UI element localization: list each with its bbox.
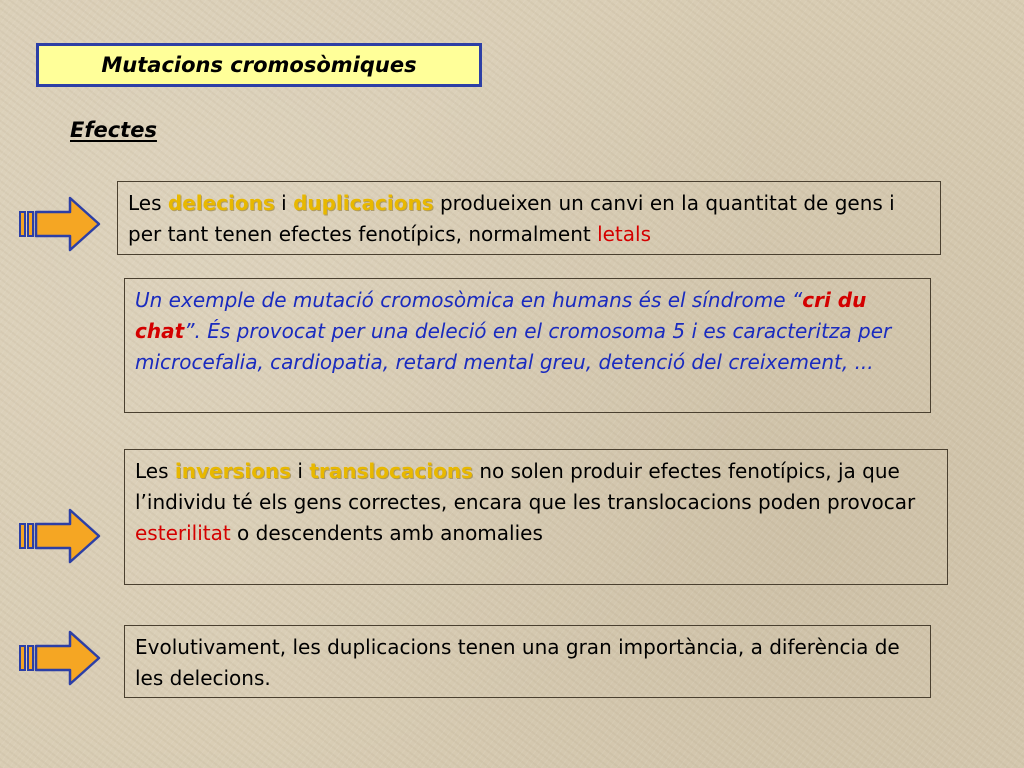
box3-text-3: no solen produir efectes fenotípics, ja que l’individu té els gens correctes, encara que les translocacions poden provocar: [135, 459, 916, 514]
box2-text-2: ”. És provocat per una deleció en el cromosoma 5 i es caracteritza per microcefalia, cardiopatia, retard mental greu, detenció del creixement, ...: [135, 319, 892, 374]
text-box-example: [124, 278, 931, 413]
term-esterilitat: esterilitat: [135, 521, 231, 545]
box1-text-1: Les: [128, 191, 168, 215]
arrow-right-icon: [18, 504, 102, 568]
box3-text-4: o descendents amb anomalies: [230, 521, 543, 545]
text-box-inversions: [124, 449, 948, 585]
box3-text-1: Les: [135, 459, 175, 483]
term-cri-du-chat: cri du chat: [135, 288, 867, 343]
section-subtitle: Efectes: [70, 118, 157, 142]
term-delecions: delecions: [167, 191, 275, 215]
text-box-evolution: [124, 625, 931, 698]
box2-text-1: Un exemple de mutació cromosòmica en humans és el síndrome “: [135, 288, 803, 312]
term-translocacions: translocacions: [309, 459, 473, 483]
term-duplicacions: duplicacions: [293, 191, 434, 215]
box1-text-3: produeixen un canvi en la quantitat de gens i per tant tenen efectes fenotípics, normalment: [128, 191, 895, 246]
arrow-right-icon: [18, 626, 102, 690]
arrow-right-icon: [18, 192, 102, 256]
box3-text-2: i: [291, 459, 310, 483]
page-title: Mutacions cromosòmiques: [101, 53, 417, 77]
box1-text-2: i: [274, 191, 294, 215]
title-box: [36, 43, 482, 87]
text-box-delecions: [117, 181, 941, 255]
box4-text: Evolutivament, les duplicacions tenen una gran importància, a diferència de les delecions.: [135, 635, 900, 690]
term-inversions: inversions: [174, 459, 292, 483]
term-letals: letals: [597, 222, 651, 246]
